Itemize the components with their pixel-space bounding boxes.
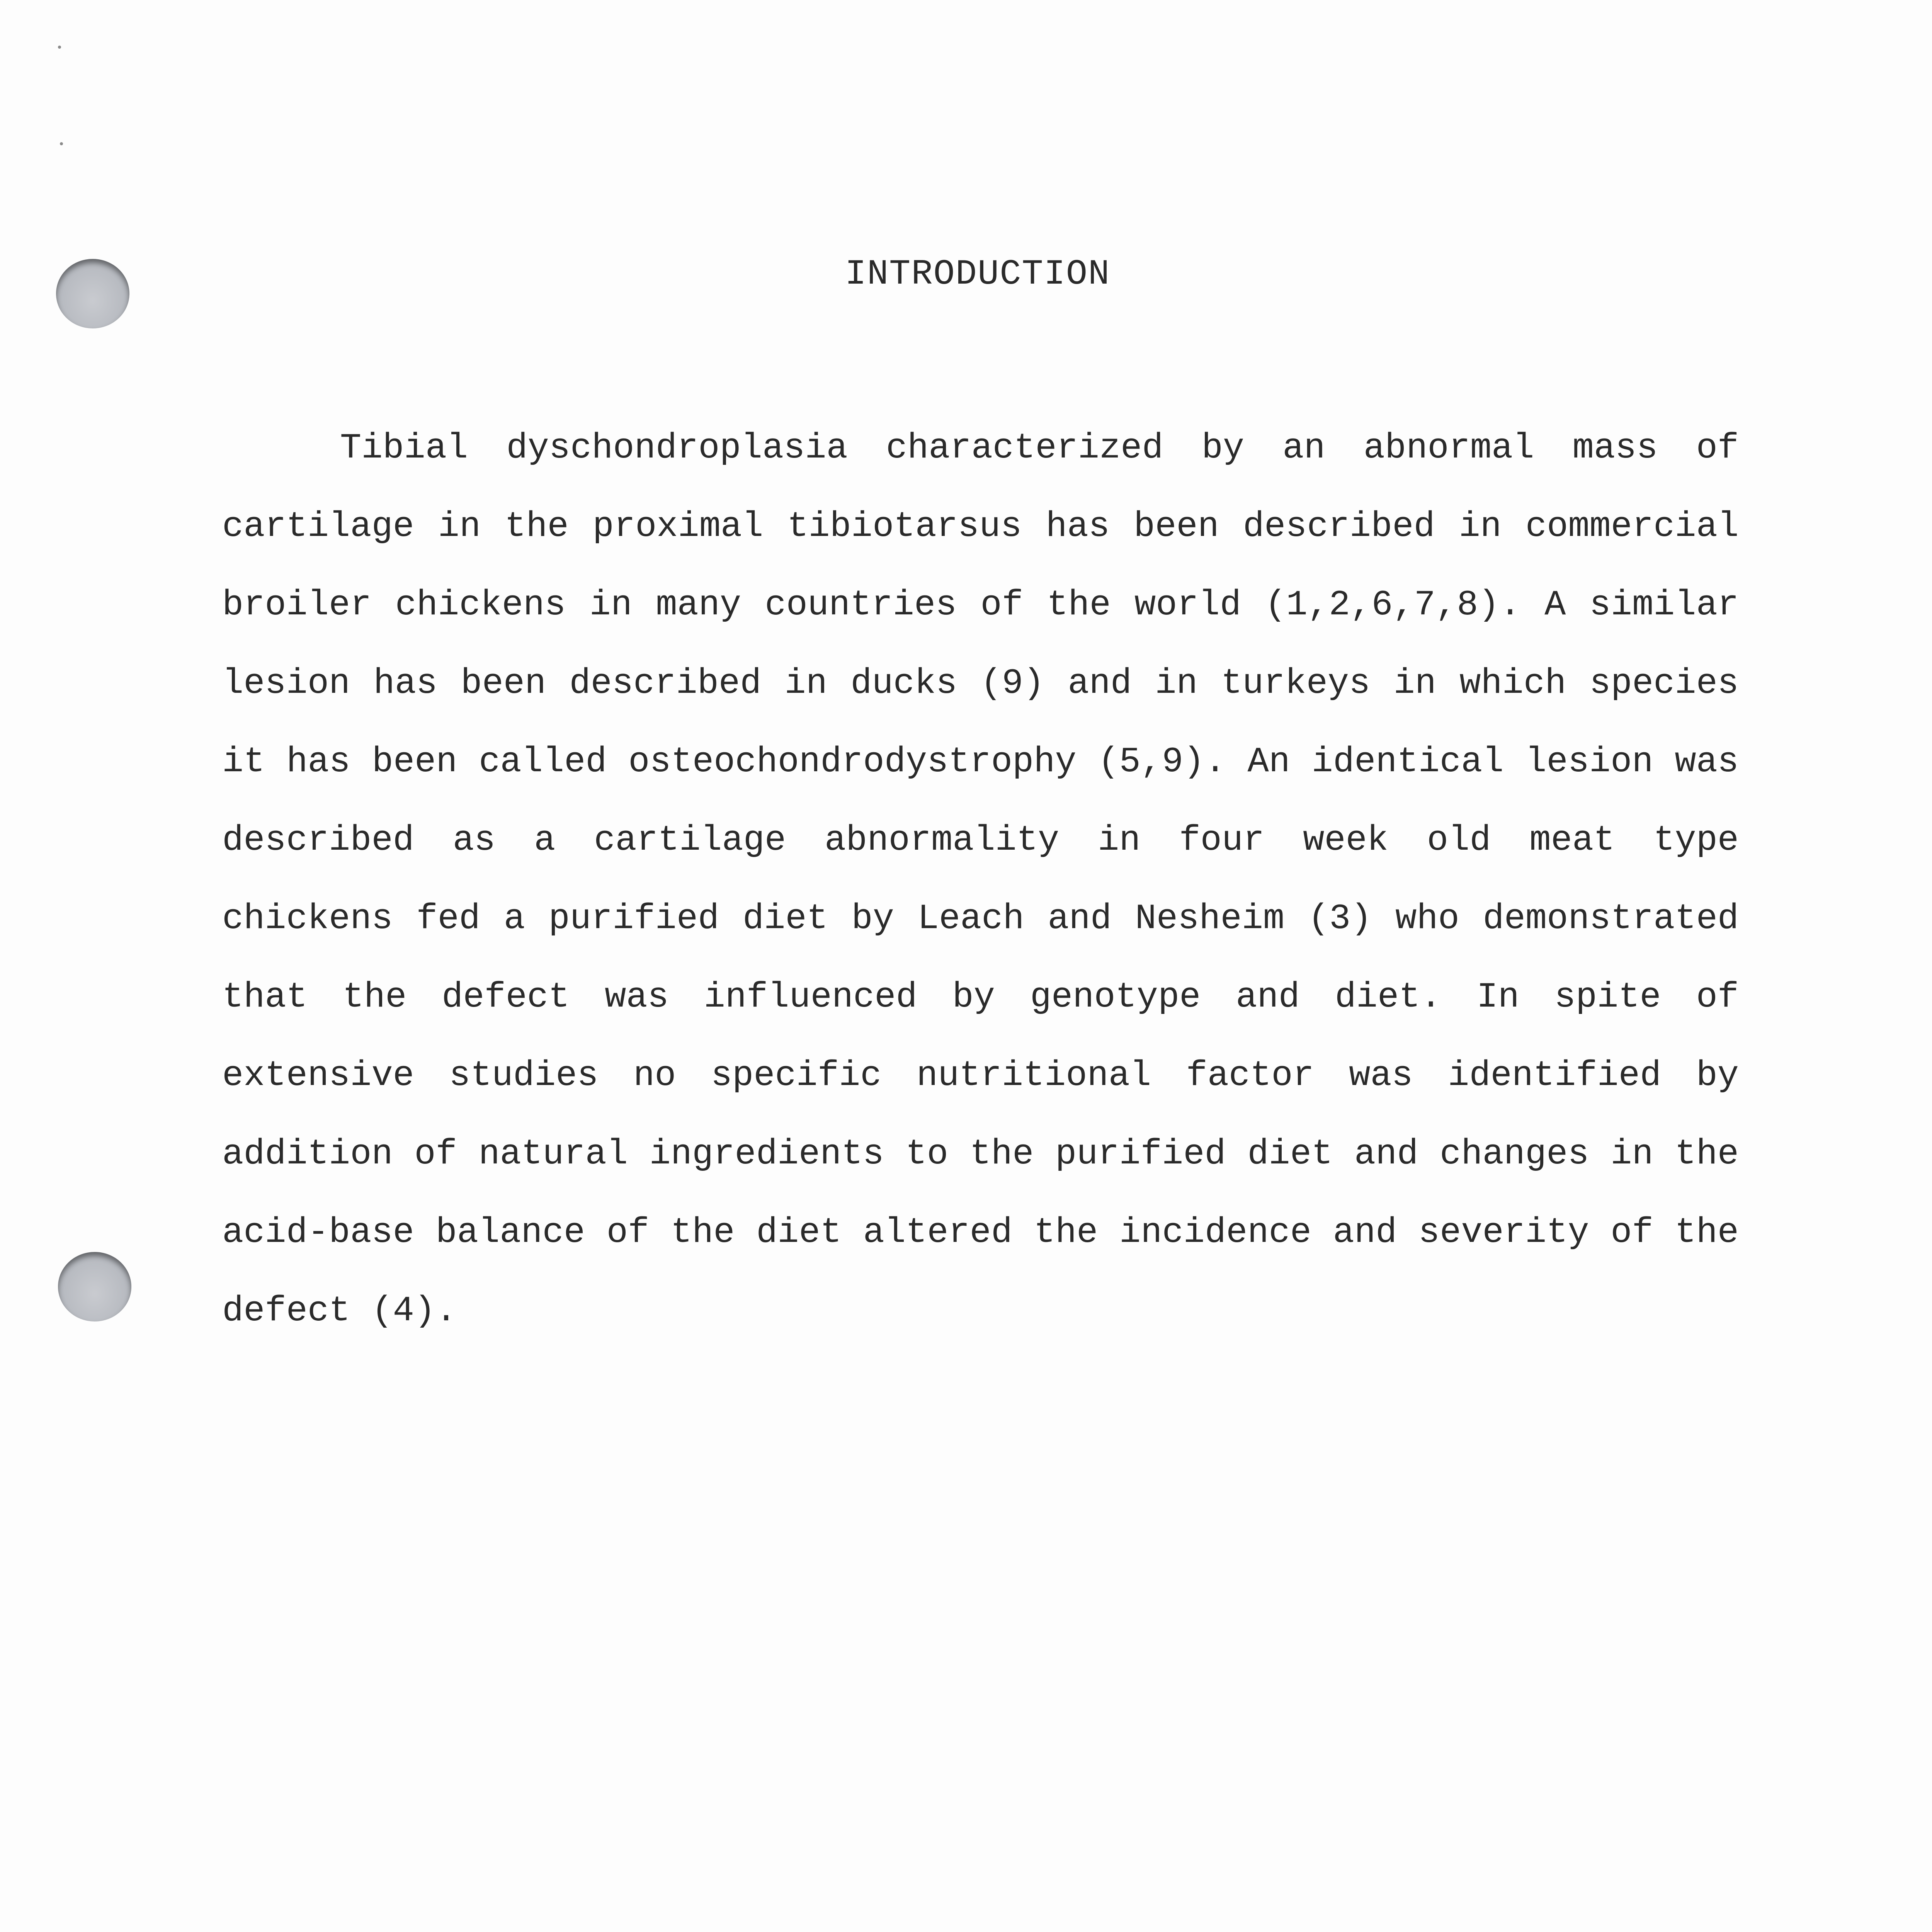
scan-speck <box>58 46 61 49</box>
section-heading: INTRODUCTION <box>845 254 1111 294</box>
punch-hole-middle <box>58 1252 131 1321</box>
scan-speck <box>60 142 63 145</box>
body-paragraph: Tibial dyschondroplasia characterized by an abnormal mass of cartilage in the proximal tibiotarsus has been described in commercial broiler chickens in many countries of the world (1,2,6,7,8). A similar lesion has been described in ducks (9) and in turkeys in which species it has been called osteochondrodystrophy (5,9). An identical lesion was described as a cartilage abnormality in four week old meat type chickens fed a purified diet by Leach and Nesheim (3) who demonstrated that the defect was influenced by genotype and diet. In spite of extensive studies no specific nutritional factor was identified by addition of natural ingredients to the purified diet and changes in the acid-base balance of the diet altered the incidence and severity of the defect (4). <box>222 428 1739 1331</box>
